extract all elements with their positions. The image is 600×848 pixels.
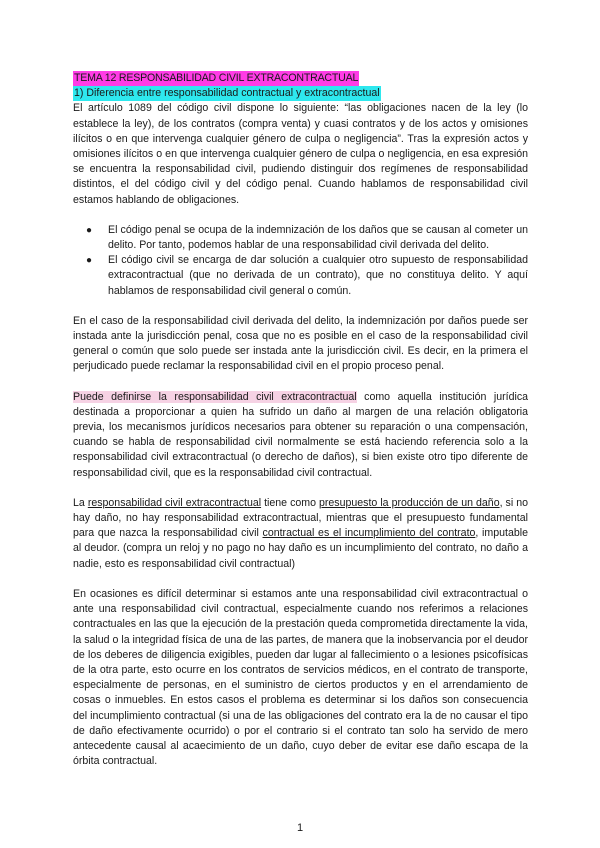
highlighted-definition: Puede definirse la responsabilidad civil extracontractual [73, 390, 357, 403]
paragraph-penal: En el caso de la responsabilidad civil derivada del delito, la indemnización por daños puede ser instada ante la jurisdicción penal, cosa que no es posible en el caso de la responsabilidad civil general o común que solo puede ser instada ante la jurisdicción civil. Es decir, en la primera el perjudicado puede reclamar la responsabilidad civil en el propio proceso penal. [73, 314, 528, 373]
paragraph-definition [73, 390, 528, 481]
comparison-text: La [73, 496, 88, 509]
list-item [86, 253, 528, 299]
underlined-term: presupuesto la producción de un daño [319, 496, 500, 509]
comparison-text: tiene como [261, 496, 319, 509]
bullet-icon: ● [86, 224, 93, 236]
subtitle-row [73, 86, 528, 101]
bullet-list [73, 223, 528, 299]
spacer [73, 481, 528, 496]
list-item-text: El código civil se encarga de dar solución a cualquier otro supuesto de responsabilidad extracontractual (que no derivada de un contrato), que no constituya delito. Y aquí hablamos de responsabilidad civil general o común. [108, 254, 528, 297]
paragraph-intro: El artículo 1089 del código civil dispone lo siguiente: “las obligaciones nacen de la ley (lo establece la ley), de los contratos (compra venta) y cuasi contratos y de los actos y omisiones ilícitos o en que intervenga cualquier género de culpa o negligencia”. Tras la expresión actos y omisiones ilícitos o en que intervenga cualquier género de culpa o negligencia, en esa expresión se encuentra la responsabilidad civil, pudiendo distinguir dos regímenes de responsabilidad distintos, el del código civil y del código penal. Cuando hablamos de responsabilidad civil estamos hablando de obligaciones. [73, 102, 528, 206]
underlined-term: contractual es el incumplimiento del contrato [262, 527, 476, 540]
spacer [73, 299, 528, 314]
page-number: 1 [296, 822, 304, 834]
comparison-text: , imputable al deudor. (compra un reloj y no pago no hay daño es un incumplimiento del contrato, no daño a nadie, esto es responsabilidad civil contractual) [73, 527, 528, 570]
paragraph-difficulty: En ocasiones es difícil determinar si estamos ante una responsabilidad civil extracontractual o ante una responsabilidad civil contractual, especialmente cuando nos referimos a relaciones contractuales en las que la ejecución de la prestación queda comprometida directamente la vida, la salud o la integridad física de una de las partes, de manera que la inobservancia por el deudor de los deberes de diligencia exigibles, pueden dar lugar al fallecimiento o a lesiones psicofísicas de la otra parte, esto ocurre en los contratos de servicios médicos, en el contrato de transporte, especialmente de personas, en el suministro de ciertos productos y en el arrendamiento de cosas o inmuebles. En estos casos el problema es determinar si los daños son consecuencia del incumplimiento contractual (si una de las obligaciones del contrato era la de no causar el tipo de daño efectivamente ocurrido) o por el contrario si el contrato tan solo ha servido de mero antecedente causal al acaecimiento de un daño, cuyo deber de evitar ese daño escapa de la órbita contractual. [73, 587, 528, 768]
definition-text: como aquella institución jurídica destinada a proporcionar a quien ha sufrido un daño al margen de una relación obligatoria previa, los mecanismos jurídicos necesarios para obtener su reparación o una compensación, cuando se habla de responsabilidad civil normalmente se está haciendo referencia solo a la responsabilidad civil extracontractual (o derecho de daños), si bien existe otro tipo diferente de responsabilidad civil, que es la responsabilidad civil contractual. [73, 390, 529, 479]
spacer [73, 208, 528, 223]
spacer [73, 375, 528, 390]
document-title: TEMA 12 RESPONSABILIDAD CIVIL EXTRACONTRACTUAL [73, 71, 359, 86]
comparison-text: , si no hay daño, no hay responsabilidad extracontractual, mientras que el presupuesto fundamental para que nazca la responsabilidad civil [73, 496, 528, 540]
document-page [73, 71, 528, 769]
list-item [86, 223, 528, 253]
paragraph-comparison [73, 496, 528, 572]
list-item-text: El código penal se ocupa de la indemnización de los daños que se causan al cometer un delito. Por tanto, podemos hablar de una responsabilidad civil derivada del delito. [108, 223, 528, 252]
spacer [73, 572, 528, 587]
section-heading: 1) Diferencia entre responsabilidad contractual y extracontractual [73, 86, 381, 101]
bullet-icon: ● [86, 255, 93, 267]
title-row [73, 71, 528, 86]
underlined-term: responsabilidad civil extracontractual [87, 496, 262, 509]
